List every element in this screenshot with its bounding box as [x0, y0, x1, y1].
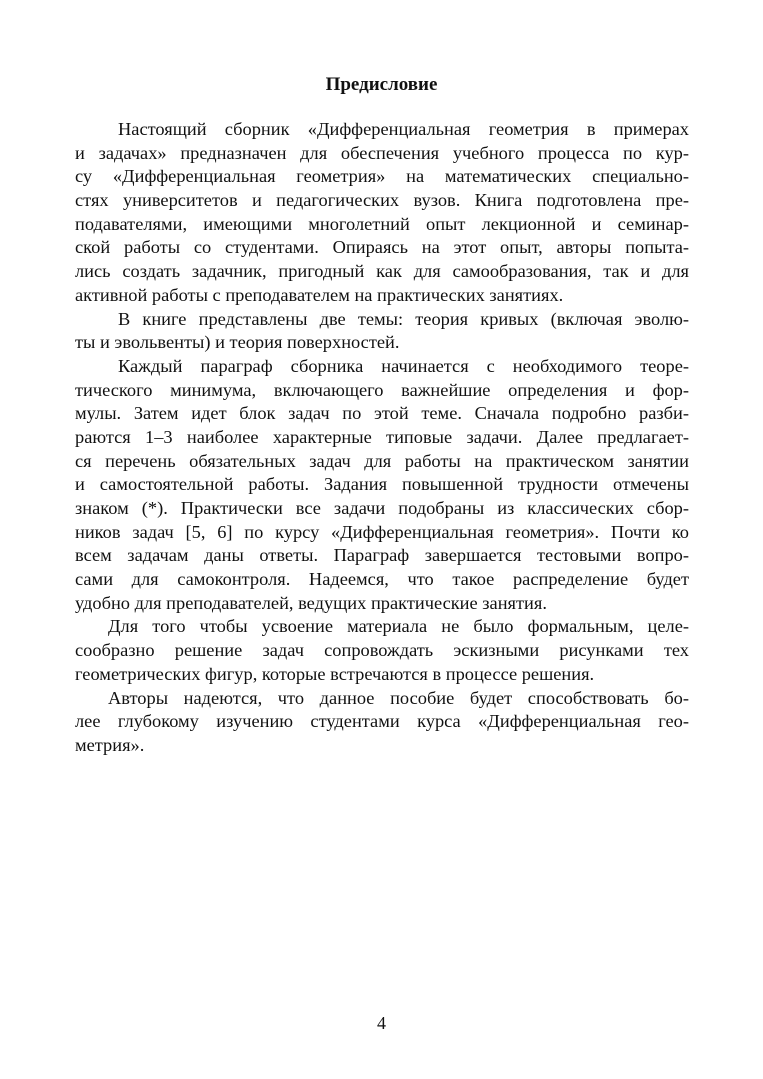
- text-line: ников задач [5, 6] по курсу «Дифференциальная геометрия». Почти ко: [75, 521, 689, 542]
- text-line: су «Дифференциальная геометрия» на математических специально-: [75, 166, 689, 187]
- text-line: метрия».: [75, 734, 145, 755]
- text-line: всем задачам даны ответы. Параграф завершается тестовыми вопро-: [75, 545, 689, 566]
- text-line: и задачах» предназначен для обеспечения учебного процесса по кур-: [75, 142, 689, 163]
- text-line: лее глубокому изучению студентами курса «Дифференциальная гео-: [75, 711, 689, 732]
- text-line: ся перечень обязательных задач для работы на практическом занятии: [75, 450, 689, 471]
- text-line: тического минимума, включающего важнейшие определения и фор-: [75, 379, 689, 400]
- text-line: стях университетов и педагогических вузов. Книга подготовлена пре-: [75, 190, 689, 211]
- text-line: сами для самоконтроля. Надеемся, что такое распределение будет: [75, 569, 689, 590]
- paragraph: [75, 308, 689, 355]
- text-line: Настоящий сборник «Дифференциальная геометрия в примерах: [118, 119, 689, 139]
- preface-body: [75, 118, 689, 758]
- text-line: активной работы с преподавателем на практических занятиях.: [75, 284, 564, 305]
- text-line: Каждый параграф сборника начинается с необходимого теоре-: [118, 355, 689, 376]
- text-line: геометрических фигур, которые встречаются в процессе решения.: [75, 663, 595, 684]
- text-line: Авторы надеются, что данное пособие будет способствовать бо-: [108, 687, 689, 708]
- text-line: ты и эвольвенты) и теория поверхностей.: [75, 332, 400, 353]
- paragraph: [75, 118, 689, 308]
- text-line: лись создать задачник, пригодный как для самообразования, так и для: [75, 261, 689, 282]
- page-title: Предисловие: [325, 74, 438, 95]
- text-line: сообразно решение задач сопровождать эскизными рисунками тех: [75, 640, 689, 661]
- paragraph: [75, 615, 689, 686]
- text-line: раются 1–3 наиболее характерные типовые задачи. Далее предлагает-: [75, 426, 689, 447]
- paragraph: [75, 687, 689, 758]
- text-line: удобно для преподавателей, ведущих практические занятия.: [75, 592, 547, 613]
- text-line: мулы. Затем идет блок задач по этой теме. Сначала подробно разби-: [75, 403, 689, 424]
- page-number: 4: [377, 1013, 386, 1033]
- paragraph: [75, 355, 689, 616]
- text-line: ской работы со студентами. Опираясь на этот опыт, авторы попыта-: [75, 237, 689, 258]
- text-line: В книге представлены две темы: теория кривых (включая эволю-: [118, 308, 689, 329]
- text-line: Для того чтобы усвоение материала не было формальным, целе-: [108, 616, 689, 637]
- text-line: и самостоятельной работы. Задания повышенной трудности отмечены: [75, 474, 689, 495]
- text-line: подавателями, имеющими многолетний опыт лекционной и семинар-: [75, 213, 689, 234]
- text-line: знаком (*). Практически все задачи подобраны из классических сбор-: [75, 498, 689, 518]
